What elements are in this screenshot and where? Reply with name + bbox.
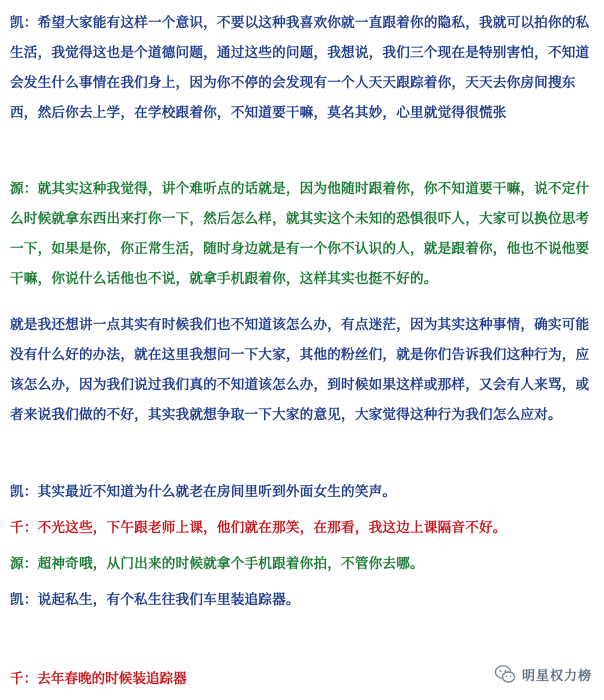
speaker-label: 千： [10, 520, 38, 536]
paragraph-text: 就是我还想讲一点其实有时候我们也不知道该怎么办，有点迷茫，因为其实这种事情，确实可能没有什么好的办法，就在这里我想问一下大家，其他的粉丝们，就是你们告诉我们这种行为，应该怎么办，因为我们说过我们真的不知道该怎么办，到时候如果这样或那样，又会有人来骂，或者来说我们做的不好，其实我就想争取一下大家的意见，大家觉得这种行为我们怎么应对。 [10, 317, 590, 423]
paragraph-text: 不光这些，下午跟老师上课，他们就在那笑，在那看，我这边上课隔音不好。 [37, 520, 507, 536]
paragraph-text: 超神奇哦，从门出来的时候就拿个手机跟着你拍，不管你去哪。 [37, 556, 424, 572]
footer-paragraph [10, 667, 187, 687]
paragraph-continued [10, 310, 598, 430]
paragraph-yuan-2 [10, 549, 598, 579]
speaker-label: 凯： [10, 15, 38, 31]
paragraph-kai-2 [10, 477, 598, 507]
wechat-icon [494, 663, 516, 685]
paragraph-qian-1 [10, 513, 598, 543]
brand-name: 明星权力榜 [521, 668, 592, 684]
speaker-label: 千： [10, 671, 38, 687]
paragraph-text: 去年春晚的时候装追踪器 [37, 671, 187, 687]
paragraph-kai-3 [10, 585, 598, 615]
paragraph-text: 说起私生，有个私生往我们车里装追踪器。 [37, 592, 300, 608]
paragraph-text: 希望大家能有这样一个意识，不要以这种我喜欢你就一直跟着你的隐私，我就可以拍你的私生活，我觉得这也是个道德问题，通过这些的问题，我想说，我们三个现在是特别害怕，不知道会发生什么事情在我们身上，因为你不停的会发现有一个人天天跟踪着你，天天去你房间搜东西，然后你去上学，在学校跟着你，不知道要干嘛，莫名其妙，心里就觉得很慌张 [10, 15, 590, 121]
speaker-label: 凯： [10, 484, 38, 500]
watermark-brand [494, 663, 592, 685]
paragraph-text: 其实最近不知道为什么就老在房间里听到外面女生的笑声。 [37, 484, 397, 500]
speaker-label: 凯： [10, 592, 38, 608]
paragraph-kai-1 [10, 8, 598, 128]
speaker-label: 源： [10, 556, 38, 572]
paragraph-text: 就其实这种我觉得，讲个难听点的话就是，因为他随时跟着你，你不知道要干嘛，说不定什么时候就拿东西出来打你一下，然后怎么样，就其实这个未知的恐惧很吓人，大家可以换位思考一下，如果是你，你正常生活，随时身边就是有一个你不认识的人，就是跟着你，他也不说他要干嘛，你说什么话他也不说，就拿手机跟着你，这样其实也挺不好的。 [10, 181, 590, 287]
speaker-label: 源： [10, 181, 38, 197]
paragraph-yuan-1 [10, 174, 598, 294]
